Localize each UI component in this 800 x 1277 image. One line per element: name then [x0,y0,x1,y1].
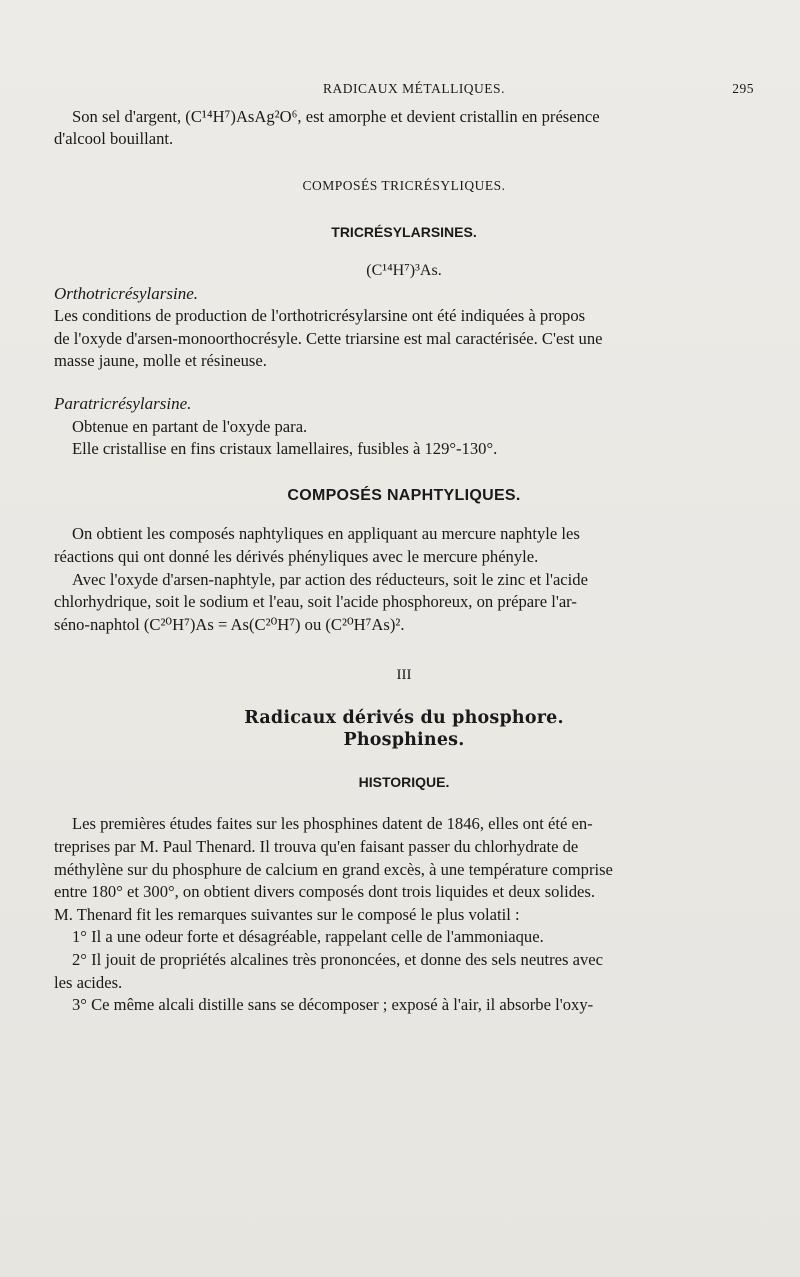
paragraph-line: 1° Il a une odeur forte et désagréable, rappelant celle de l'ammoniaque. [72,927,544,947]
paragraph-line: d'alcool bouillant. [54,129,174,149]
paragraph-line: de l'oxyde d'arsen-monoorthocrésyle. Cette triarsine est mal caractérisée. C'est une [54,328,603,348]
paragraph-line: réactions qui ont donné les dérivés phényliques avec le mercure phényle. [54,546,539,566]
page-content [54,78,754,1017]
paragraph-line: séno-naphtol (C²⁰H⁷)As = As(C²⁰H⁷) ou (C²⁰H⁷As)². [54,614,405,634]
paragraph-line: Obtenue en partant de l'oxyde para. [72,416,308,436]
paragraph-line: méthylène sur du phosphure de calcium en grand excès, à une température comprise [54,859,613,879]
subsection-heading: TRICRÉSYLARSINES. [331,224,477,241]
paragraph-line: Avec l'oxyde d'arsen-naphtyle, par action des réducteurs, soit le zinc et l'acide [72,569,588,589]
paragraph-line: entre 180° et 300°, on obtient divers composés dont trois liquides et deux solides. [54,882,595,902]
chapter-subtitle: Phosphines. [343,729,465,750]
paragraph-line: Elle cristallise en fins cristaux lamellaires, fusibles à 129°-130°. [72,439,498,459]
paragraph-line: 2° Il jouit de propriétés alcalines très prononcées, et donne des sels neutres avec [72,950,603,970]
page-header [54,78,754,101]
section-heading: COMPOSÉS TRICRÉSYLIQUES. [302,177,506,193]
paragraph-line: M. Thenard fit les remarques suivantes sur le composé le plus volatil : [54,904,520,924]
running-title: RADICAUX MÉTALLIQUES. [323,81,505,96]
paragraph-line: 3° Ce même alcali distille sans se décomposer ; exposé à l'air, il absorbe l'oxy- [72,995,594,1015]
paragraph-line: les acides. [54,972,123,992]
page-number: 295 [732,81,754,96]
paragraph-line: On obtient les composés naphtyliques en appliquant au mercure naphtyle les [72,524,580,544]
paragraph-line: treprises par M. Paul Thenard. Il trouva qu'en faisant passer du chlorhydrate de [54,837,579,857]
paragraph-line: chlorhydrique, soit le sodium et l'eau, soit l'acide phosphoreux, on prépare l'ar- [54,592,577,612]
paragraph-line: masse jaune, molle et résineuse. [54,351,267,371]
section-number: III [396,667,412,684]
section-heading: COMPOSÉS NAPHTYLIQUES. [287,486,521,504]
compound-heading: Orthotricrésylarsine. [54,283,199,303]
formula: (C¹⁴H⁷)³As. [366,261,442,279]
compound-heading: Paratricrésylarsine. [54,393,192,413]
section-heading: HISTORIQUE. [358,773,450,790]
chapter-title: Radicaux dérivés du phosphore. [244,707,564,728]
paragraph-line: Les premières études faites sur les phosphines datent de 1846, elles ont été en- [72,814,593,834]
paragraph-line: Son sel d'argent, (C¹⁴H⁷)AsAg²O⁶, est amorphe et devient cristallin en présence [72,106,600,126]
paragraph-line: Les conditions de production de l'orthotricrésylarsine ont été indiquées à propos [54,306,586,326]
